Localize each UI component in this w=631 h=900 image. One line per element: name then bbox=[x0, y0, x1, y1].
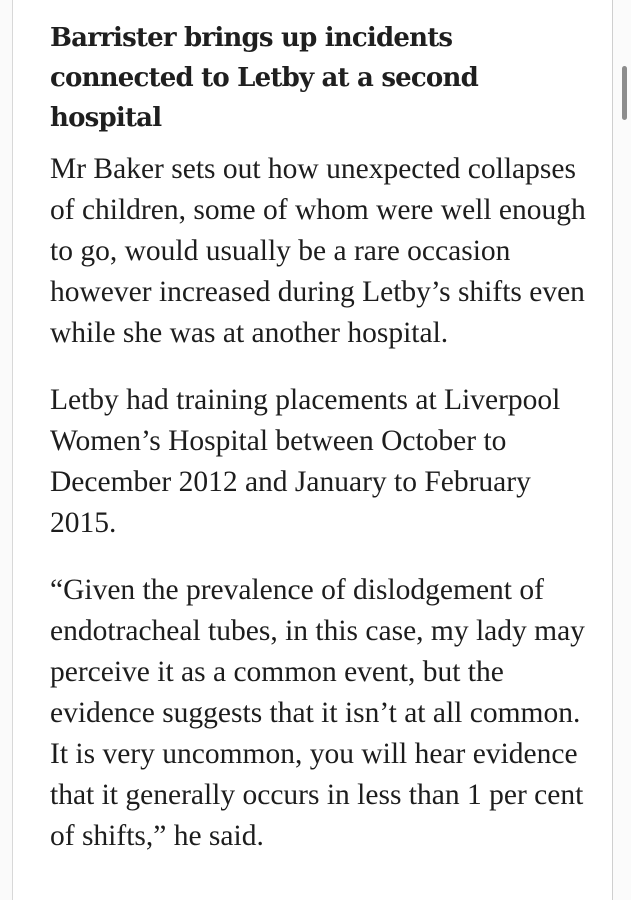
article-paragraph: Letby had training placements at Liverpool Women’s Hospital between October to December 2012 and January to February 2015. bbox=[50, 384, 561, 539]
scrollbar-thumb[interactable] bbox=[622, 66, 627, 120]
article-body bbox=[50, 18, 590, 883]
article-paragraph: “Given the prevalence of dislodgement of endotracheal tubes, in this case, my lady may perceive it as a common event, but the evidence suggests that it isn’t at all common. It is very uncommon, you will hear evidence that it generally occurs in less than 1 per cent of shifts,” he said. bbox=[50, 574, 585, 852]
scrollbar-track[interactable] bbox=[612, 0, 631, 900]
left-border bbox=[0, 0, 13, 900]
article-paragraph: Mr Baker sets out how unexpected collapses of children, some of whom were well enough to go, would usually be a rare occasion however increased during Letby’s shifts even while she was at another hospital. bbox=[50, 153, 586, 349]
article-headline: Barrister brings up incidents connected to Letby at a second hospital bbox=[50, 23, 478, 133]
